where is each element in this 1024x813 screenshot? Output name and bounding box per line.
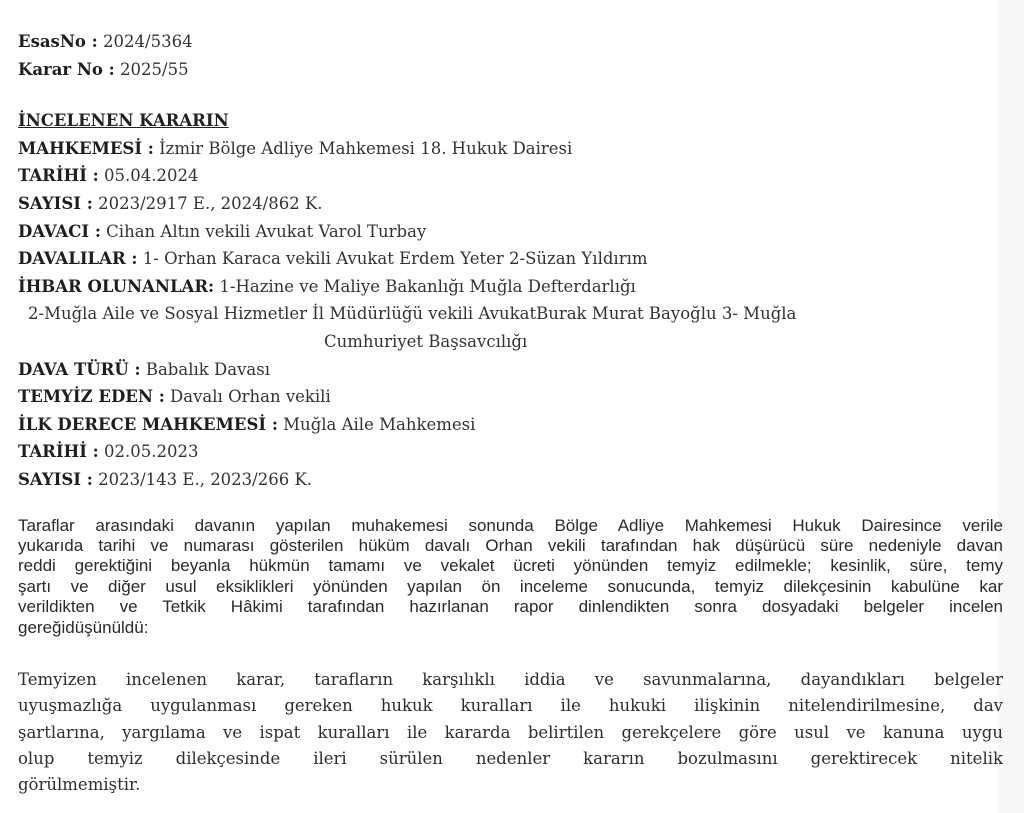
field-ilk-derece-mahkemesi — [18, 411, 1024, 439]
karar-no-value: 2025/55 — [114, 59, 189, 79]
field-label: TEMYİZ EDEN : — [18, 387, 165, 407]
field-label: DAVACI : — [18, 221, 101, 241]
field-value: 1- Orhan Karaca vekili Avukat Erdem Yeter 2-Süzan Yıldırım — [137, 249, 648, 269]
field-ilk-derece-sayisi — [18, 466, 1024, 494]
field-value: Muğla Aile Mahkemesi — [277, 414, 476, 434]
field-value: Cihan Altın vekili Avukat Varol Turbay — [100, 221, 427, 241]
paragraph-line: şartlarına, yargılama ve ispat kuralları ile kararda belirtilen gerekçelere göre usul ve kanuna uygu — [18, 722, 1003, 742]
field-davalilar — [18, 245, 1024, 273]
section-title: İNCELENEN KARARIN — [18, 111, 229, 131]
field-value: 05.04.2024 — [98, 166, 199, 186]
field-label: DAVALILAR : — [18, 249, 138, 269]
karar-no-label: Karar No : — [18, 59, 115, 79]
field-temyiz-eden — [18, 383, 1024, 411]
field-label: SAYISI : — [18, 193, 93, 213]
field-label: TARİHİ : — [18, 442, 99, 462]
karar-no-row — [18, 56, 1024, 84]
ihbar-continuation-1: 2-Muğla Aile ve Sosyal Hizmetler İl Müdürlüğü vekili AvukatBurak Murat Bayoğlu 3- Muğla — [28, 304, 797, 324]
paragraph-line: Temyizen incelenen karar, tarafların karşılıklı iddia ve savunmalarına, dayandıkları belgeler — [18, 669, 1003, 689]
field-ihbar-olunanlar — [18, 273, 1024, 301]
field-label: DAVA TÜRÜ : — [18, 359, 141, 379]
field-value: 2023/2917 E., 2024/862 K. — [92, 193, 323, 213]
field-value: Davalı Orhan vekili — [164, 387, 331, 407]
document-content — [18, 28, 1024, 798]
esas-no-label: EsasNo : — [18, 32, 98, 51]
paragraph-line: olup temyiz dilekçesinde ileri sürülen nedenler kararın bozulmasını gerektirecek nitelik — [18, 748, 1003, 768]
field-label: İLK DERECE MAHKEMESİ : — [18, 414, 278, 434]
paragraph-procedure — [18, 516, 1024, 638]
field-label: MAHKEMESİ : — [18, 138, 154, 158]
field-tarihi — [18, 162, 1024, 190]
field-value: 1-Hazine ve Maliye Bakanlığı Muğla Defterdarlığı — [214, 276, 636, 296]
esas-no-value: 2024/5364 — [97, 32, 193, 51]
field-value: 02.05.2023 — [98, 442, 199, 462]
field-value: 2023/143 E., 2023/266 K. — [92, 469, 313, 489]
paragraph-line: yukarıda tarihi ve numarası gösterilen hüküm davalı Orhan vekili tarafından hak düşürücü süre nedeniyle davan — [18, 535, 1003, 555]
paragraph-line: gereğidüşünüldü: — [18, 617, 149, 637]
field-label: İHBAR OLUNANLAR: — [18, 276, 215, 296]
field-sayisi — [18, 190, 1024, 218]
paragraph-line: Taraflar arasındaki davanın yapılan muhakemesi sonunda Bölge Adliye Mahkemesi Hukuk Dairesince verile — [18, 515, 1003, 535]
field-davaci — [18, 218, 1024, 246]
case-header — [18, 28, 1024, 494]
paragraph-line: görülmemiştir. — [18, 775, 141, 795]
field-value: Babalık Davası — [140, 359, 270, 379]
paragraph-line: verildikten ve Tetkik Hâkimi tarafından hazırlanan rapor dinlendikten sonra dosyadaki belgeler incelen — [18, 597, 1003, 617]
paragraph-line: şartı ve diğer usul eksiklikleri yönünden yapılan ön inceleme sonucunda, temyiz dilekçesinin kabulüne kar — [18, 576, 1003, 596]
field-ilk-derece-tarihi — [18, 438, 1024, 466]
field-label: SAYISI : — [18, 469, 93, 489]
field-dava-turu — [18, 356, 1024, 384]
paragraph-line: reddi gerektiğini beyanla hükmün tamamı ve vekalet ücreti yönünden temyiz edilmekle; kesinlik, süre, temy — [18, 556, 1003, 576]
field-mahkemesi — [18, 135, 1024, 163]
paragraph-line: uyuşmazlığa uygulanması gereken hukuk kuralları ile hukuki ilişkinin nitelendirilmesine, dav — [18, 696, 1003, 716]
esas-no-row — [18, 28, 1024, 56]
field-label: TARİHİ : — [18, 166, 99, 186]
field-value: İzmir Bölge Adliye Mahkemesi 18. Hukuk Dairesi — [153, 138, 573, 158]
paragraph-reasoning — [18, 667, 1024, 798]
ihbar-continuation-2: Cumhuriyet Başsavcılığı — [324, 331, 528, 351]
